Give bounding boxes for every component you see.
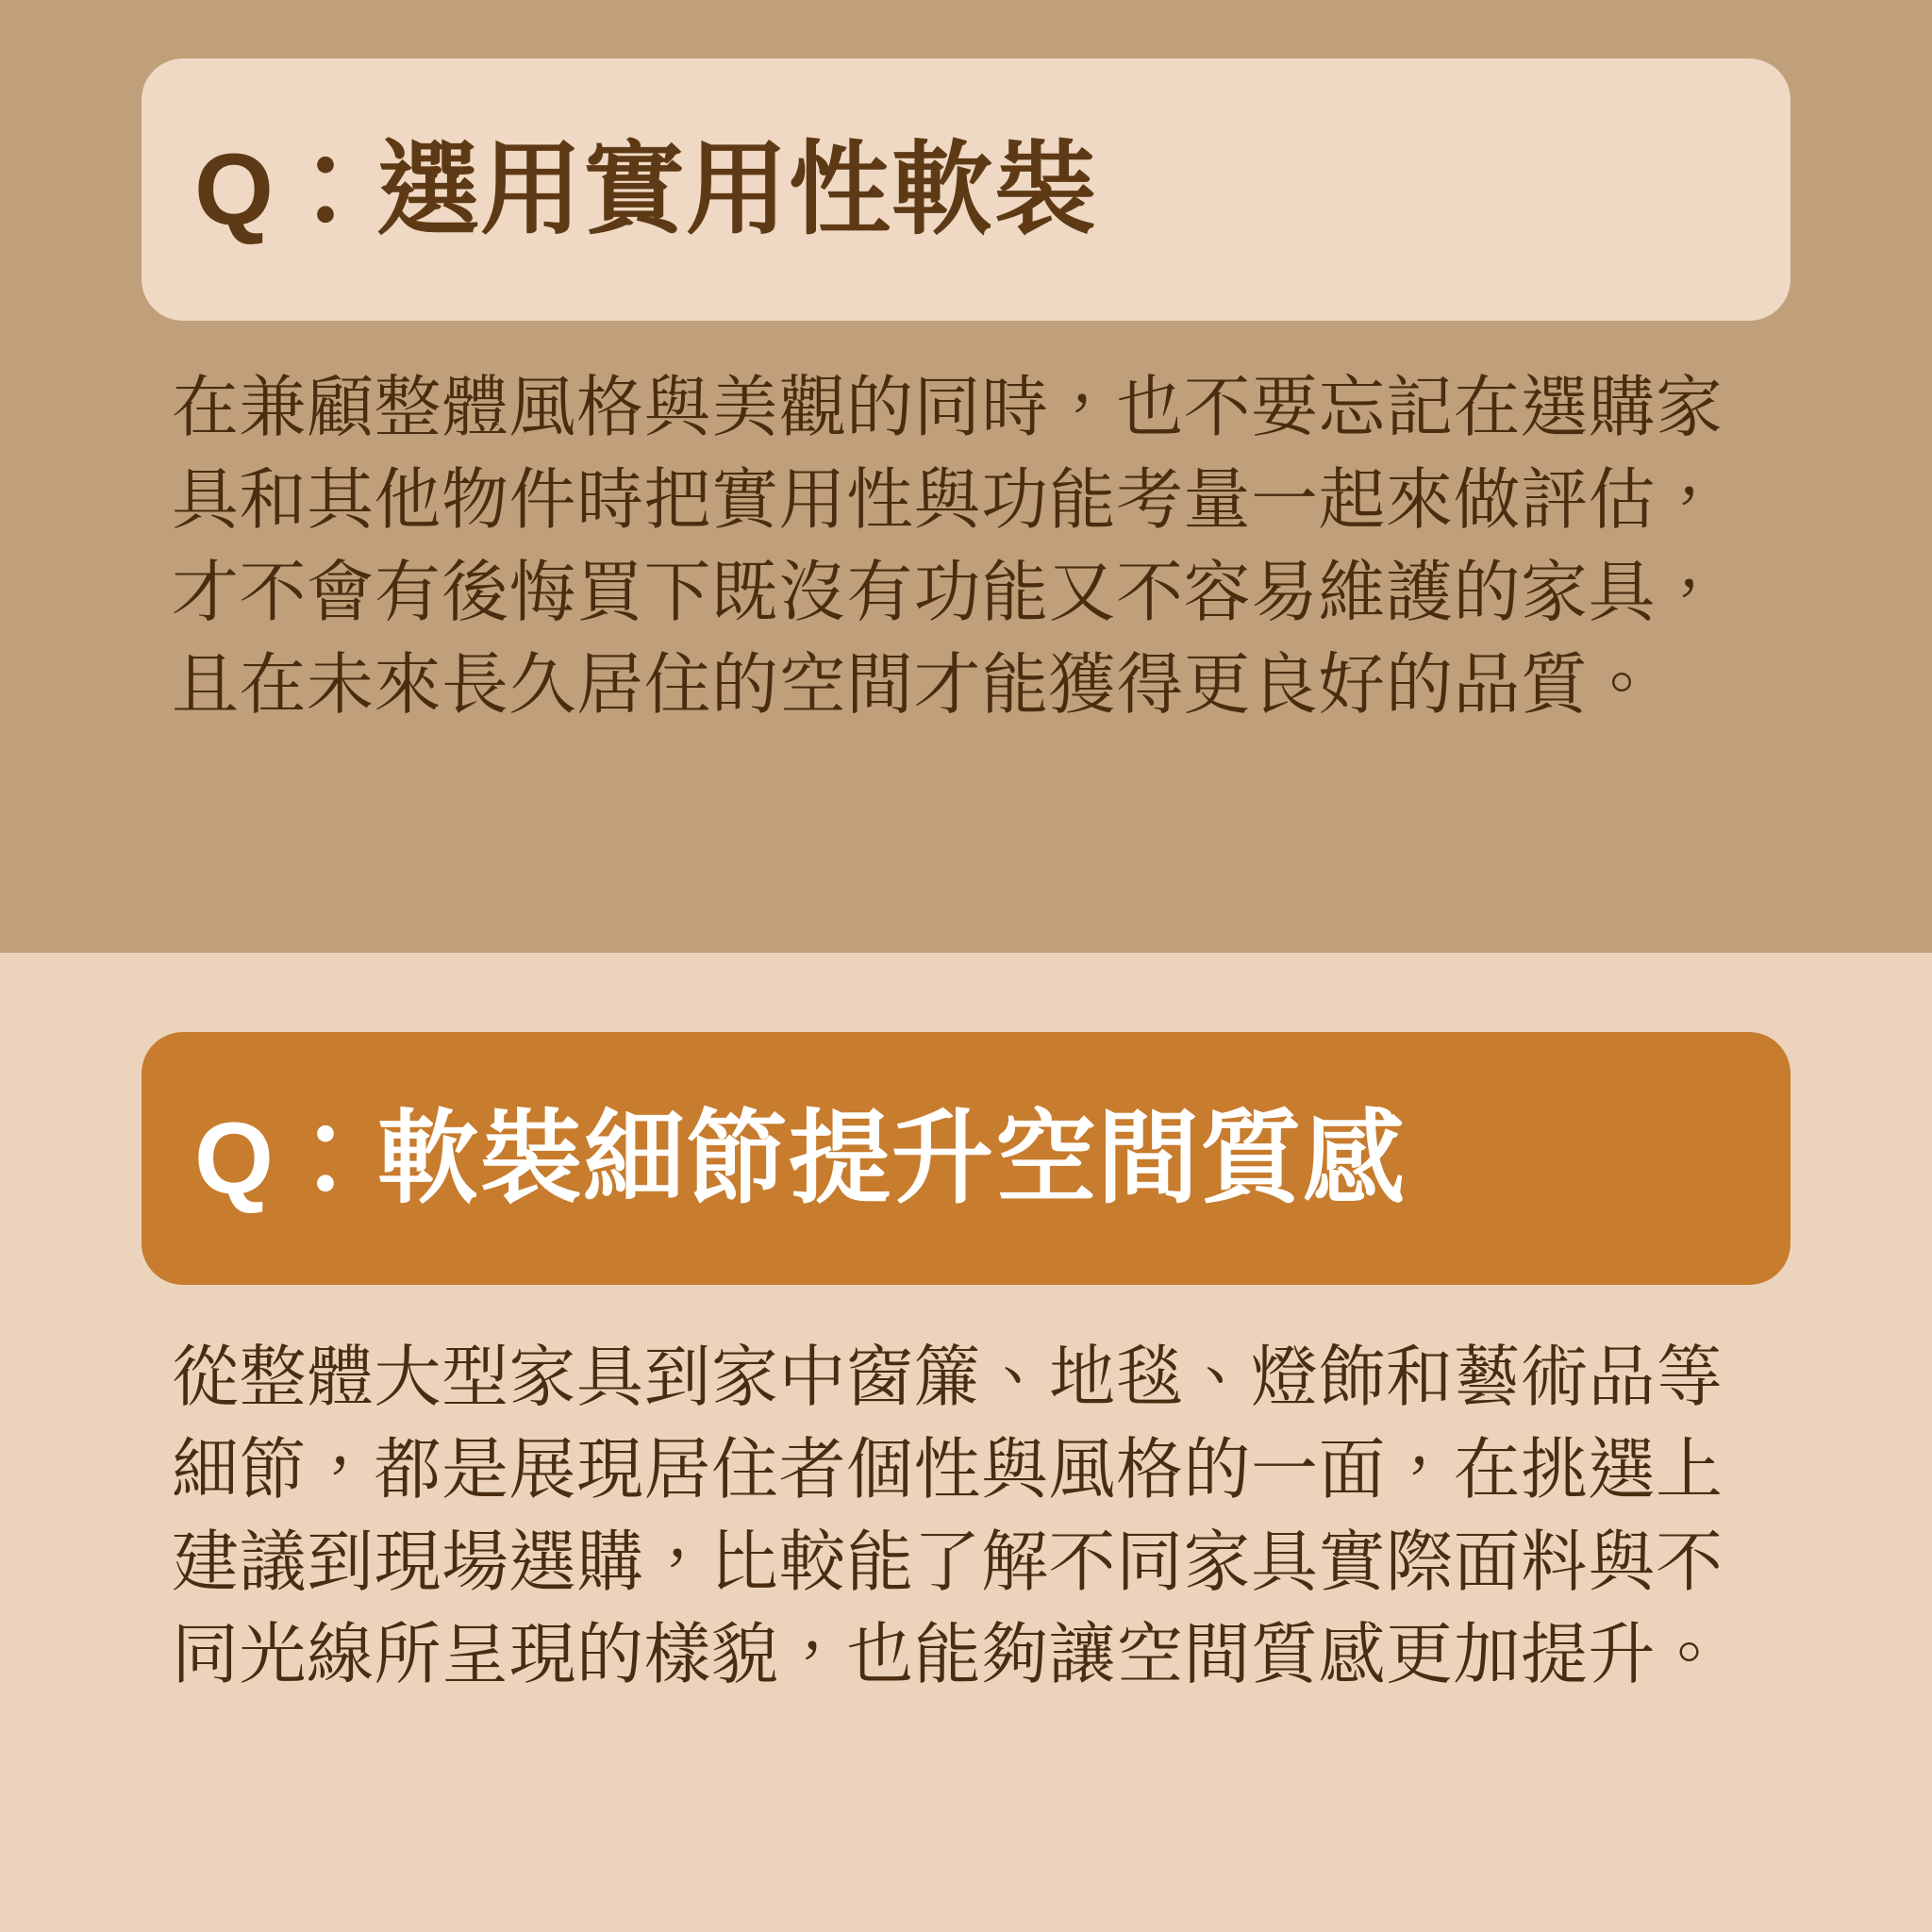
qa-card-two <box>0 953 1932 1932</box>
qa-card-one-banner <box>142 58 1790 321</box>
qa-card-two-banner <box>142 1032 1790 1285</box>
qa-card-one-body: 在兼顧整體風格與美觀的同時，也不要忘記在選購家具和其他物件時把實用性與功能考量一起來做評估，才不會有後悔買下既沒有功能又不容易維護的家具，且在未來長久居住的空間才能獲得更良好的品質。 <box>172 371 1724 723</box>
qa-card-one-title: Q：選用實用性軟裝 <box>194 132 1098 246</box>
qa-card-two-body: 從整體大型家具到家中窗簾、地毯、燈飾和藝術品等細節，都是展現居住者個性與風格的一面，在挑選上建議到現場選購，比較能了解不同家具實際面料與不同光線所呈現的樣貌，也能夠讓空間質感更加提升。 <box>172 1341 1724 1692</box>
qa-card-two-title: Q：軟裝細節提升空間質感 <box>194 1101 1407 1215</box>
qa-card-one <box>0 0 1932 953</box>
